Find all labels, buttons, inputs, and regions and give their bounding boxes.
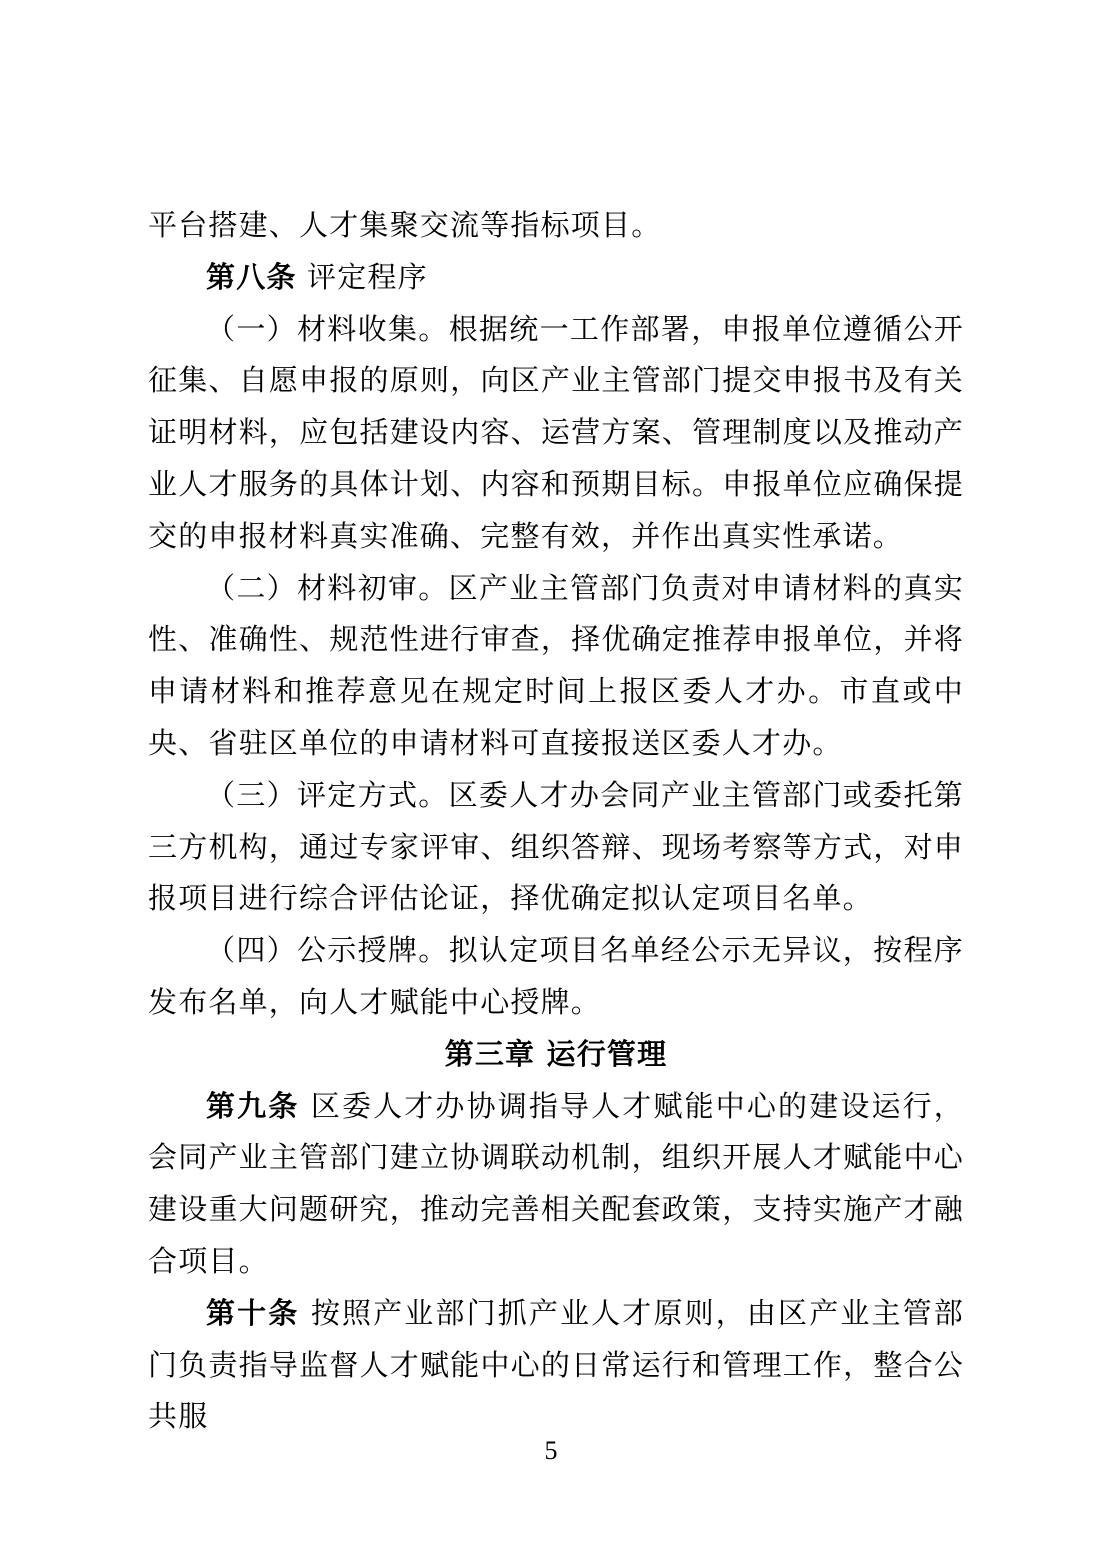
- chapter-3-title: 第三章 运行管理: [444, 1036, 668, 1071]
- article-8-heading: 第八条: [206, 259, 297, 294]
- page-number: 5: [544, 1436, 558, 1465]
- paragraph-public-notice: （四）公示授牌。拟认定项目名单经公示无异议，按程序发布名单，向人才赋能中心授牌。: [148, 933, 964, 1019]
- article-10-text: 按照产业部门抓产业人才原则，由区产业主管部门负责指导监督人才赋能中心的日常运行和管理工作，整合公共服: [148, 1295, 964, 1434]
- paragraph-material-collection: （一）材料收集。根据统一工作部署，申报单位遵循公开征集、自愿申报的原则，向区产业主管部门提交申报书及有关证明材料，应包括建设内容、运营方案、管理制度以及推动产业人才服务的具体计划、内容和预期目标。申报单位应确保提交的申报材料真实准确、完整有效，并作出真实性承诺。: [148, 311, 964, 553]
- paragraph-evaluation-method: （三）评定方式。区委人才办会同产业主管部门或委托第三方机构，通过专家评审、组织答辩、现场考察等方式，对申报项目进行综合评估论证，择优确定拟认定项目名单。: [148, 777, 964, 916]
- article-10-heading: 第十条: [206, 1295, 300, 1330]
- paragraph-preliminary-review: （二）材料初审。区产业主管部门负责对申请材料的真实性、准确性、规范性进行审查，择优确定推荐申报单位，并将申请材料和推荐意见在规定时间上报区委人才办。市直或中央、省驻区单位的申请材料可直接报送区委人才办。: [148, 570, 964, 760]
- document-body: [148, 200, 964, 1443]
- paragraph-continuation: 平台搭建、人才集聚交流等指标项目。: [148, 208, 662, 242]
- article-10: [148, 1288, 964, 1443]
- article-9-text: 区委人才办协调指导人才赋能中心的建设运行，会同产业主管部门建立协调联动机制，组织开展人才赋能中心建设重大问题研究，推动完善相关配套政策，支持实施产才融合项目。: [148, 1088, 964, 1278]
- article-9-heading: 第九条: [206, 1088, 300, 1123]
- article-8-text: 评定程序: [296, 259, 428, 294]
- article-9: [148, 1081, 964, 1288]
- article-8: [148, 252, 964, 304]
